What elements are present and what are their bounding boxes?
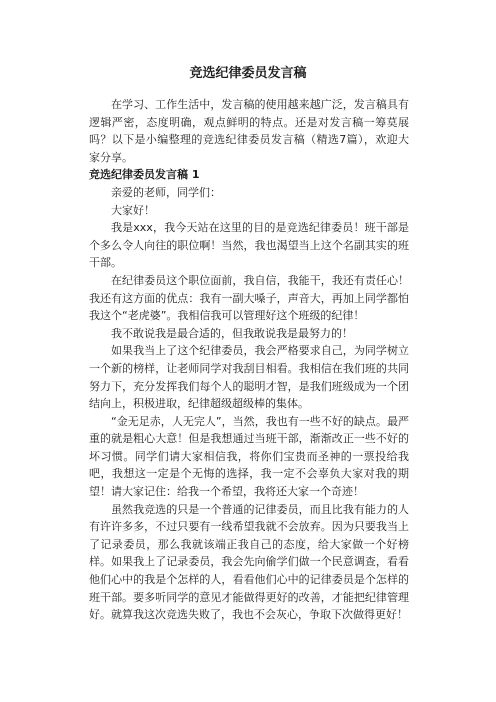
document-body (89, 96, 409, 624)
body-paragraph: 我是xxx，我今天站在这里的目的是竞选纪律委员！班干部是个多么令人向往的职位啊！当然，我也渴望当上这个名副其实的班干部。 (89, 221, 409, 270)
body-paragraph: “金无足赤，人无完人”，当然，我也有一些不好的缺点。最严重的就是粗心大意！但是我想通过当班干部，渐渐改正一些不好的坏习惯。同学们请大家相信我，将你们宝贵而圣神的一票投给我吧，我想这一定是个无悔的选择，我一定不会辜负大家对我的期望！请大家记住：给我一个希望，我将还大家一个奇迹！ (89, 414, 409, 499)
body-paragraph: 虽然我竞选的只是一个普通的记律委员，而且比我有能力的人有许许多多，不过只要有一线希望我就不会放弃。因为只要我当上了记录委员，那么我就该端正我自己的态度，给大家做一个好榜样。如果我上了记录委员，我会先向偷学们做一个民意调查，看看他们心中的我是个怎样的人，看看他们心中的记律委员是个怎样的班干部。要多听同学的意见才能做得更好的改善，才能把纪律管理好。就算我这次竞选失败了，我也不会灰心，争取下次做得更好！ (89, 502, 409, 622)
section-heading: 竞选纪律委员发言稿 1 (89, 168, 200, 182)
body-paragraph: 我不敢说我是最合适的，但我敢说我是最努力的！ (111, 326, 353, 340)
intro-paragraph: 在学习、工作生活中，发言稿的使用越来越广泛，发言稿具有逻辑严密，态度明确，观点鲜明的特点。还是对发言稿一筹莫展吗？以下是小编整理的竞选纪律委员发言稿（精选7篇），欢迎大家分享。 (89, 98, 409, 164)
body-paragraph: 在纪律委员这个职位面前，我自信，我能干，我还有责任心！我还有这方面的优点：我有一副大嗓子，声音大，再加上同学都怕我这个“老虎婆”。我相信我可以管理好这个班级的纪律！ (89, 273, 409, 323)
hello-line: 大家好！ (111, 203, 155, 217)
body-paragraph: 如果我当上了这个纪律委员，我会严格要求自己，为同学树立一个新的榜样，让老师同学对我刮目相看。我相信在我们班的共同努力下，充分发挥我们每个人的聪明才智，是我们班级成为一个团结向上，积极进取，纪律超级超级棒的集体。 (89, 344, 409, 411)
document-title: 竞选纪律委员发言稿 (189, 66, 307, 81)
greeting-line: 亲爱的老师，同学们： (111, 185, 221, 199)
